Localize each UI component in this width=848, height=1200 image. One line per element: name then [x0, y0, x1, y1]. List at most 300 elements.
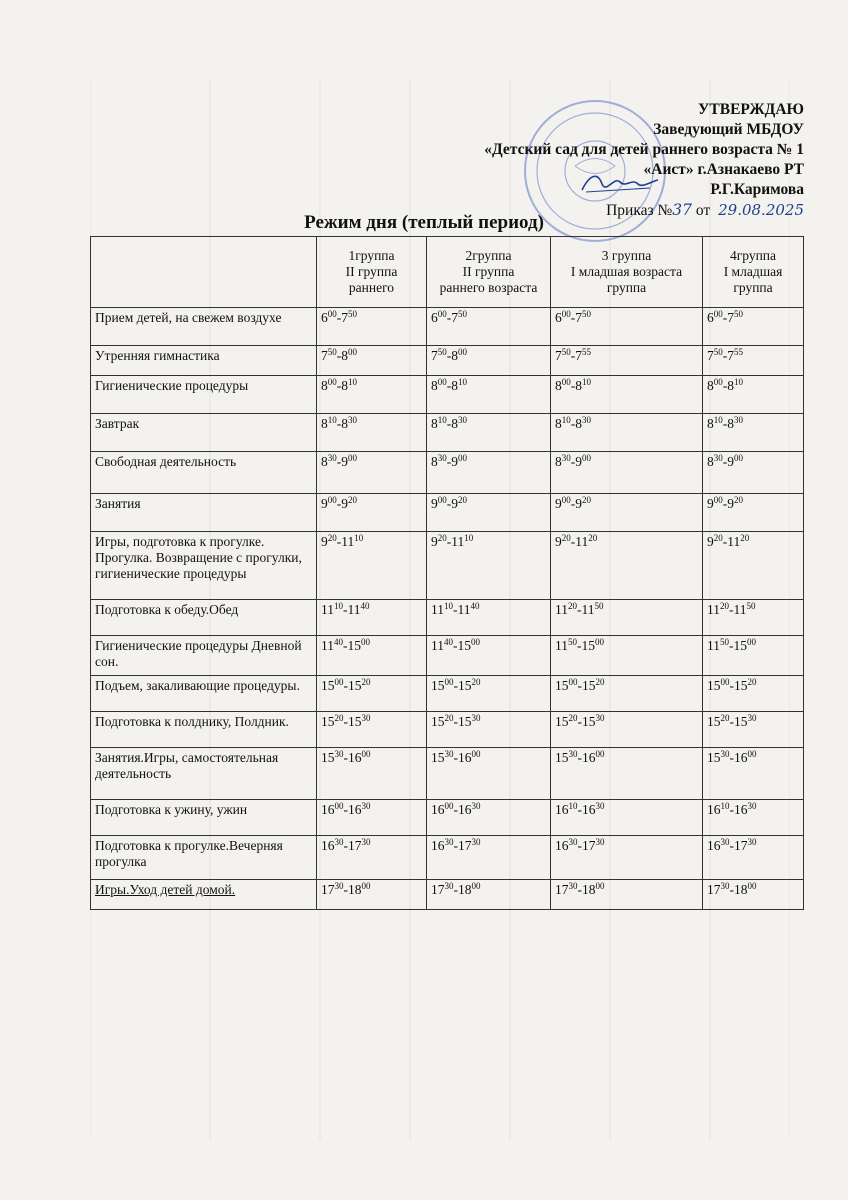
- time-hour: 9: [707, 496, 714, 511]
- time-cell: $15^{20}-15^{30}$: [551, 712, 703, 748]
- approval-position: Заведующий МБДОУ: [653, 121, 804, 138]
- time-minutes: 30: [471, 713, 481, 723]
- time-minutes: 20: [740, 533, 750, 543]
- time-minutes: 20: [437, 533, 447, 543]
- time-hour: 17: [458, 838, 472, 853]
- time-minutes: 00: [437, 495, 447, 505]
- activity-label: Свободная деятельность: [95, 454, 237, 469]
- time-hour: 15: [348, 714, 362, 729]
- time-hour: 17: [707, 882, 721, 897]
- time-hour: 8: [431, 416, 438, 431]
- group-header-line: 3 группа: [601, 248, 652, 263]
- time-minutes: 00: [471, 881, 481, 891]
- time-hour: 17: [734, 838, 748, 853]
- time-cell: $11^{20}-11^{50}$: [703, 600, 804, 636]
- activity-cell: [91, 414, 317, 452]
- time-hour: 15: [457, 638, 471, 653]
- daily-schedule-table: [90, 236, 804, 910]
- time-minutes: 30: [747, 713, 757, 723]
- activity-cell: [91, 346, 317, 376]
- time-hour: 8: [555, 416, 562, 431]
- time-cell: $8^{30}-9^{00}$: [317, 452, 427, 494]
- approval-organization-line2: «Аист» г.Азнакаево РТ: [643, 161, 804, 178]
- time-hour: 17: [321, 882, 335, 897]
- time-cell: $15^{30}-16^{00}$: [703, 748, 804, 800]
- time-minutes: 30: [471, 837, 481, 847]
- time-minutes: 30: [471, 801, 481, 811]
- time-minutes: 30: [595, 713, 605, 723]
- activity-cell: [91, 376, 317, 414]
- time-hour: 7: [575, 310, 582, 325]
- group-header-line: группа: [733, 280, 773, 295]
- time-minutes: 20: [334, 713, 344, 723]
- time-hour: 8: [555, 454, 562, 469]
- time-cell: $15^{20}-15^{30}$: [427, 712, 551, 748]
- time-hour: 8: [451, 378, 458, 393]
- time-minutes: 00: [327, 377, 337, 387]
- time-hour: 9: [341, 454, 348, 469]
- activity-label: Игры, подготовка к прогулке. Прогулка. Возвращение с прогулки, гигиенические процедуры: [95, 534, 302, 581]
- time-hour: 9: [727, 496, 734, 511]
- time-hour: 8: [727, 416, 734, 431]
- time-hour: 9: [431, 534, 438, 549]
- schedule-row: [91, 346, 804, 376]
- activity-label: Подготовка к ужину, ужин: [95, 802, 248, 817]
- time-hour: 8: [451, 416, 458, 431]
- time-hour: 8: [555, 378, 562, 393]
- time-minutes: 20: [458, 495, 467, 505]
- time-minutes: 00: [713, 495, 723, 505]
- time-minutes: 00: [561, 309, 571, 319]
- approval-head-name: Р.Г.Каримова: [710, 181, 804, 198]
- schedule-row: [91, 712, 804, 748]
- time-minutes: 00: [437, 377, 447, 387]
- time-cell: $6^{00}-7^{50}$: [427, 308, 551, 346]
- time-cell: $17^{30}-18^{00}$: [317, 880, 427, 910]
- time-minutes: 00: [458, 453, 467, 463]
- time-hour: 8: [321, 378, 328, 393]
- time-minutes: 20: [568, 713, 578, 723]
- time-minutes: 30: [747, 837, 757, 847]
- activity-cell: [91, 600, 317, 636]
- time-hour: 11: [431, 602, 444, 617]
- time-minutes: 50: [713, 347, 723, 357]
- time-minutes: 50: [720, 637, 729, 647]
- time-minutes: 40: [334, 637, 343, 647]
- time-minutes: 30: [734, 415, 743, 425]
- time-minutes: 50: [582, 309, 591, 319]
- time-cell: $8^{00}-8^{10}$: [317, 376, 427, 414]
- time-hour: 15: [431, 678, 445, 693]
- time-cell: $11^{20}-11^{50}$: [551, 600, 703, 636]
- time-minutes: 40: [470, 601, 480, 611]
- time-minutes: 50: [568, 637, 577, 647]
- time-cell: $7^{50}-7^{55}$: [703, 346, 804, 376]
- time-cell: $6^{00}-7^{50}$: [551, 308, 703, 346]
- time-hour: 15: [431, 750, 445, 765]
- activity-label: Подготовка к обеду.Обед: [95, 602, 239, 617]
- time-cell: $16^{30}-17^{30}$: [703, 836, 804, 880]
- time-hour: 16: [321, 802, 335, 817]
- time-cell: $16^{00}-16^{30}$: [427, 800, 551, 836]
- time-hour: 11: [321, 602, 334, 617]
- time-hour: 11: [431, 638, 444, 653]
- time-cell: $8^{30}-9^{00}$: [427, 452, 551, 494]
- schedule-row: [91, 880, 804, 910]
- time-minutes: 30: [713, 453, 723, 463]
- time-hour: 8: [341, 348, 348, 363]
- time-minutes: 00: [713, 377, 723, 387]
- time-minutes: 30: [361, 801, 371, 811]
- group-column-header-3: [551, 237, 703, 308]
- time-hour: 11: [451, 534, 465, 549]
- time-hour: 9: [555, 534, 562, 549]
- time-minutes: 30: [568, 749, 578, 759]
- time-minutes: 30: [334, 837, 344, 847]
- time-cell: $11^{40}-15^{00}$: [317, 636, 427, 676]
- group-column-header-1: [317, 237, 427, 308]
- time-minutes: 50: [327, 347, 337, 357]
- time-minutes: 00: [437, 309, 447, 319]
- time-cell: $8^{00}-8^{10}$: [551, 376, 703, 414]
- schedule-row: [91, 452, 804, 494]
- time-cell: $15^{00}-15^{20}$: [703, 676, 804, 712]
- time-minutes: 30: [444, 837, 454, 847]
- time-cell: $9^{00}-9^{20}$: [427, 494, 551, 532]
- group-header-line: раннего возраста: [439, 280, 538, 295]
- time-hour: 7: [321, 348, 328, 363]
- schedule-body: [91, 308, 804, 910]
- time-minutes: 00: [747, 881, 757, 891]
- time-minutes: 40: [360, 601, 370, 611]
- group-header-line: группа: [606, 280, 647, 295]
- order-date: 29.08.2025: [718, 201, 804, 219]
- time-cell: $9^{20}-11^{20}$: [703, 532, 804, 600]
- time-cell: $8^{00}-8^{10}$: [427, 376, 551, 414]
- time-cell: $9^{00}-9^{20}$: [551, 494, 703, 532]
- time-hour: 6: [431, 310, 438, 325]
- time-hour: 15: [321, 750, 335, 765]
- activity-label: Завтрак: [95, 416, 140, 431]
- time-hour: 16: [321, 838, 335, 853]
- time-hour: 11: [347, 602, 361, 617]
- time-hour: 18: [348, 882, 362, 897]
- time-hour: 16: [458, 802, 472, 817]
- time-cell: $17^{30}-18^{00}$: [551, 880, 703, 910]
- time-hour: 9: [451, 496, 458, 511]
- document-title: Режим дня (теплый период): [304, 212, 544, 233]
- group-column-header-2: [427, 237, 551, 308]
- time-hour: 6: [321, 310, 328, 325]
- time-minutes: 30: [458, 415, 467, 425]
- time-minutes: 30: [561, 453, 571, 463]
- time-hour: 7: [341, 310, 348, 325]
- time-hour: 9: [575, 454, 582, 469]
- activity-cell: [91, 712, 317, 748]
- time-minutes: 10: [437, 415, 447, 425]
- time-hour: 11: [733, 602, 747, 617]
- time-minutes: 00: [361, 881, 371, 891]
- time-hour: 7: [451, 310, 458, 325]
- time-hour: 11: [581, 602, 595, 617]
- time-hour: 9: [431, 496, 438, 511]
- time-hour: 8: [321, 416, 328, 431]
- time-minutes: 40: [444, 637, 453, 647]
- time-cell: $8^{10}-8^{30}$: [427, 414, 551, 452]
- time-cell: $11^{40}-15^{00}$: [427, 636, 551, 676]
- time-minutes: 20: [444, 713, 454, 723]
- time-hour: 17: [431, 882, 445, 897]
- approval-heading: УТВЕРЖДАЮ: [698, 101, 804, 118]
- time-hour: 8: [431, 378, 438, 393]
- time-cell: $15^{00}-15^{20}$: [317, 676, 427, 712]
- time-minutes: 55: [734, 347, 743, 357]
- time-minutes: 00: [471, 637, 480, 647]
- activity-label: Утренняя гимнастика: [95, 348, 220, 363]
- time-minutes: 10: [734, 377, 743, 387]
- time-cell: $6^{00}-7^{50}$: [703, 308, 804, 346]
- time-hour: 16: [555, 838, 569, 853]
- time-cell: $16^{30}-17^{30}$: [317, 836, 427, 880]
- time-minutes: 20: [561, 533, 571, 543]
- time-minutes: 30: [595, 837, 605, 847]
- time-minutes: 00: [582, 453, 591, 463]
- time-hour: 8: [451, 348, 458, 363]
- group-header-line: II группа: [345, 264, 398, 279]
- time-hour: 8: [727, 378, 734, 393]
- time-minutes: 10: [582, 377, 591, 387]
- time-cell: $15^{20}-15^{30}$: [703, 712, 804, 748]
- schedule-row: [91, 494, 804, 532]
- order-label: Приказ №: [606, 202, 673, 219]
- time-minutes: 00: [713, 309, 723, 319]
- time-minutes: 10: [334, 601, 343, 611]
- time-minutes: 50: [348, 309, 357, 319]
- time-minutes: 00: [747, 637, 756, 647]
- time-hour: 15: [431, 714, 445, 729]
- time-hour: 9: [727, 454, 734, 469]
- activity-label: Гигиенические процедуры Дневной сон.: [95, 638, 302, 669]
- time-hour: 16: [582, 802, 596, 817]
- time-cell: $9^{20}-11^{10}$: [427, 532, 551, 600]
- time-hour: 17: [555, 882, 569, 897]
- time-minutes: 00: [734, 453, 743, 463]
- time-hour: 11: [321, 638, 334, 653]
- time-hour: 8: [575, 378, 582, 393]
- time-cell: $17^{30}-18^{00}$: [427, 880, 551, 910]
- time-hour: 15: [582, 678, 596, 693]
- time-hour: 17: [348, 838, 362, 853]
- time-hour: 7: [431, 348, 438, 363]
- time-minutes: 30: [568, 881, 578, 891]
- time-minutes: 20: [588, 533, 598, 543]
- time-minutes: 00: [327, 495, 337, 505]
- time-minutes: 20: [720, 713, 730, 723]
- group-header-line: 1группа: [348, 248, 395, 263]
- time-hour: 11: [707, 638, 720, 653]
- time-hour: 11: [555, 638, 568, 653]
- time-minutes: 00: [348, 347, 357, 357]
- activity-cell: [91, 676, 317, 712]
- time-hour: 16: [582, 750, 596, 765]
- time-minutes: 30: [334, 881, 344, 891]
- time-cell: $8^{10}-8^{30}$: [703, 414, 804, 452]
- time-minutes: 00: [458, 347, 467, 357]
- time-hour: 16: [555, 802, 569, 817]
- time-minutes: 00: [361, 637, 370, 647]
- time-minutes: 00: [444, 801, 454, 811]
- time-hour: 18: [734, 882, 748, 897]
- time-minutes: 20: [747, 677, 757, 687]
- time-hour: 15: [458, 714, 472, 729]
- time-hour: 16: [348, 802, 362, 817]
- time-hour: 15: [348, 678, 362, 693]
- time-minutes: 00: [471, 749, 481, 759]
- time-cell: $16^{00}-16^{30}$: [317, 800, 427, 836]
- time-hour: 15: [321, 678, 335, 693]
- time-minutes: 30: [361, 713, 371, 723]
- time-hour: 11: [341, 534, 355, 549]
- time-hour: 11: [707, 602, 720, 617]
- time-minutes: 00: [334, 677, 344, 687]
- schedule-row: [91, 600, 804, 636]
- activity-cell: [91, 308, 317, 346]
- order-number: 37: [672, 201, 693, 219]
- time-hour: 11: [457, 602, 471, 617]
- time-hour: 7: [575, 348, 582, 363]
- time-minutes: 20: [348, 495, 357, 505]
- time-cell: $15^{30}-16^{00}$: [427, 748, 551, 800]
- group-header-line: I младшая: [723, 264, 783, 279]
- group-header-line: II группа: [462, 264, 515, 279]
- time-minutes: 30: [582, 415, 591, 425]
- time-minutes: 50: [746, 601, 756, 611]
- time-minutes: 20: [720, 601, 729, 611]
- time-cell: $15^{20}-15^{30}$: [317, 712, 427, 748]
- time-hour: 15: [555, 750, 569, 765]
- time-minutes: 00: [334, 801, 344, 811]
- time-minutes: 50: [561, 347, 571, 357]
- time-minutes: 10: [348, 377, 357, 387]
- time-hour: 15: [707, 750, 721, 765]
- time-minutes: 30: [334, 749, 344, 759]
- activity-cell: [91, 800, 317, 836]
- time-hour: 17: [582, 838, 596, 853]
- group-header-line: I младшая возраста: [570, 264, 683, 279]
- activity-cell: [91, 748, 317, 800]
- time-minutes: 00: [595, 637, 604, 647]
- time-hour: 6: [555, 310, 562, 325]
- time-hour: 15: [321, 714, 335, 729]
- time-cell: $16^{30}-17^{30}$: [551, 836, 703, 880]
- time-minutes: 20: [327, 533, 337, 543]
- activity-label: Занятия.Игры, самостоятельная деятельность: [95, 750, 279, 781]
- time-minutes: 30: [437, 453, 447, 463]
- time-cell: $8^{30}-9^{00}$: [703, 452, 804, 494]
- time-minutes: 20: [568, 601, 577, 611]
- schedule-row: [91, 532, 804, 600]
- time-hour: 7: [555, 348, 562, 363]
- time-cell: $11^{50}-15^{00}$: [551, 636, 703, 676]
- activity-label: Подъем, закаливающие процедуры.: [95, 678, 300, 693]
- time-minutes: 50: [734, 309, 743, 319]
- time-hour: 15: [707, 678, 721, 693]
- time-minutes: 10: [713, 415, 723, 425]
- time-hour: 9: [575, 496, 582, 511]
- time-hour: 8: [707, 416, 714, 431]
- time-cell: $9^{00}-9^{20}$: [703, 494, 804, 532]
- activity-cell: [91, 880, 317, 910]
- time-cell: $11^{50}-15^{00}$: [703, 636, 804, 676]
- time-minutes: 00: [595, 749, 605, 759]
- time-minutes: 30: [348, 415, 357, 425]
- time-hour: 6: [707, 310, 714, 325]
- time-hour: 15: [347, 638, 361, 653]
- time-minutes: 55: [582, 347, 591, 357]
- time-minutes: 00: [568, 677, 578, 687]
- schedule-row: [91, 800, 804, 836]
- time-cell: $9^{00}-9^{20}$: [317, 494, 427, 532]
- time-minutes: 00: [348, 453, 357, 463]
- time-hour: 11: [727, 534, 741, 549]
- group-column-header-4: [703, 237, 804, 308]
- time-cell: $11^{10}-11^{40}$: [427, 600, 551, 636]
- time-minutes: 30: [568, 837, 578, 847]
- time-hour: 9: [555, 496, 562, 511]
- time-minutes: 20: [582, 495, 591, 505]
- time-minutes: 20: [595, 677, 605, 687]
- activity-label: Занятия: [95, 496, 141, 511]
- time-minutes: 00: [720, 677, 730, 687]
- time-cell: $15^{00}-15^{20}$: [427, 676, 551, 712]
- time-cell: $16^{30}-17^{30}$: [427, 836, 551, 880]
- time-hour: 16: [734, 750, 748, 765]
- time-cell: $16^{10}-16^{30}$: [703, 800, 804, 836]
- time-minutes: 30: [361, 837, 371, 847]
- time-minutes: 00: [327, 309, 337, 319]
- activity-cell: [91, 494, 317, 532]
- time-minutes: 10: [458, 377, 467, 387]
- time-minutes: 00: [595, 881, 605, 891]
- time-hour: 11: [555, 602, 568, 617]
- time-minutes: 50: [458, 309, 467, 319]
- time-hour: 9: [707, 534, 714, 549]
- time-hour: 7: [727, 310, 734, 325]
- time-hour: 15: [707, 714, 721, 729]
- time-cell: $7^{50}-8^{00}$: [317, 346, 427, 376]
- time-hour: 7: [707, 348, 714, 363]
- time-minutes: 30: [720, 749, 730, 759]
- time-cell: $8^{10}-8^{30}$: [551, 414, 703, 452]
- time-hour: 15: [555, 714, 569, 729]
- time-hour: 8: [707, 454, 714, 469]
- time-minutes: 30: [327, 453, 337, 463]
- time-cell: $15^{30}-16^{00}$: [317, 748, 427, 800]
- time-minutes: 10: [561, 415, 571, 425]
- time-minutes: 30: [720, 837, 730, 847]
- time-hour: 15: [458, 678, 472, 693]
- time-hour: 15: [734, 714, 748, 729]
- time-cell: $15^{30}-16^{00}$: [551, 748, 703, 800]
- time-minutes: 50: [594, 601, 604, 611]
- schedule-row: [91, 676, 804, 712]
- time-hour: 8: [575, 416, 582, 431]
- activity-cell: [91, 452, 317, 494]
- time-cell: $8^{10}-8^{30}$: [317, 414, 427, 452]
- schedule-row: [91, 836, 804, 880]
- activity-label: Гигиенические процедуры: [95, 378, 249, 393]
- time-hour: 16: [707, 838, 721, 853]
